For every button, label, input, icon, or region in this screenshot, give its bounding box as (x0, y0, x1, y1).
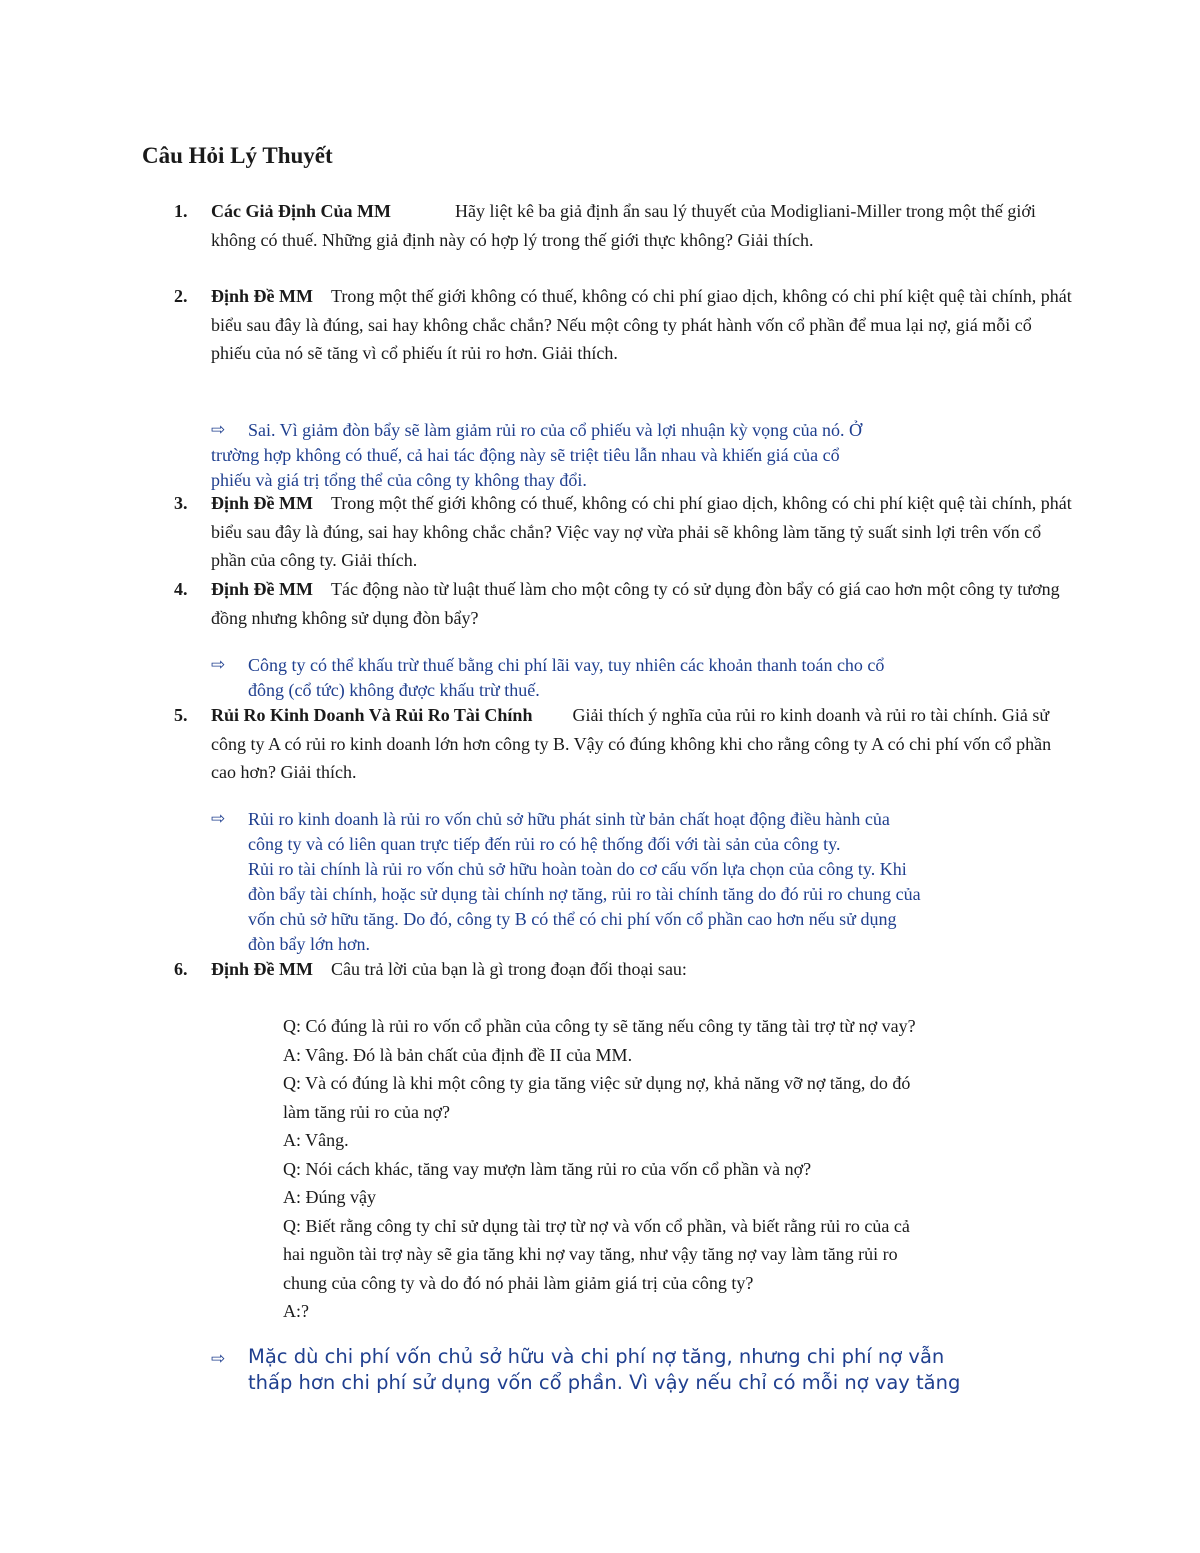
question-number: 1. (174, 201, 188, 221)
question-text: Câu trả lời của bạn là gì trong đoạn đối thoại sau: (331, 959, 687, 979)
answer-line: Sai. Vì giảm đòn bẩy sẽ làm giảm rủi ro của cổ phiếu và lợi nhuận kỳ vọng của nó. Ở (248, 420, 863, 440)
question-number: 4. (174, 579, 188, 599)
answer-line: đòn bẩy lớn hơn. (248, 934, 371, 954)
dialogue-line: Q: Biết rằng công ty chỉ sử dụng tài trợ từ nợ và vốn cổ phần, và biết rằng rủi ro của cả (283, 1215, 910, 1236)
answer-4 (211, 653, 1061, 703)
answer-line: Mặc dù chi phí vốn chủ sở hữu và chi phí nợ tăng, nhưng chi phí nợ vẫn (248, 1345, 945, 1368)
question-number: 3. (174, 493, 188, 513)
question-topic: Các Giả Định Của MM (211, 201, 391, 221)
dialogue-line: A: Vâng. (283, 1130, 349, 1150)
answer-line: đông (cổ tức) không được khấu trừ thuế. (248, 680, 540, 700)
arrow-right-icon: ⇨ (211, 1349, 226, 1369)
answer-line: trường hợp không có thuế, cả hai tác động này sẽ triệt tiêu lẫn nhau và khiến giá của cổ (211, 445, 840, 465)
answer-6 (211, 1344, 1061, 1396)
question-2 (174, 282, 1074, 368)
question-number: 6. (174, 959, 188, 979)
dialogue-line: Q: Nói cách khác, tăng vay mượn làm tăng rủi ro của vốn cổ phần và nợ? (283, 1158, 812, 1179)
question-4 (174, 575, 1074, 632)
question-text: Trong một thế giới không có thuế, không có chi phí giao dịch, không có chi phí kiệt quệ tài chính, phát biểu sau đây là đúng, sai hay không chắc chắn? Việc vay nợ vừa phải sẽ không làm tăng tỷ suất sinh lợi trên vốn cổ phần của công ty. Giải thích. (211, 493, 1072, 570)
dialogue-line: Q: Có đúng là rủi ro vốn cổ phần của công ty sẽ tăng nếu công ty tăng tài trợ từ nợ vay? (283, 1016, 916, 1036)
answer-line: thấp hơn chi phí sử dụng vốn cổ phần. Vì vậy nếu chỉ có mỗi nợ vay tăng (248, 1371, 961, 1394)
question-topic: Định Đề MM (211, 493, 313, 513)
question-6 (174, 955, 1074, 984)
dialogue-line: làm tăng rủi ro của nợ? (283, 1101, 450, 1122)
question-text: Giải thích ý nghĩa của rủi ro kinh doanh và rủi ro tài chính. Giả sử công ty A có rủi ro kinh doanh lớn hơn công ty B. Vậy có đúng không khi cho rằng công ty A có chi phí vốn cổ phần cao hơn? Giải thích. (211, 705, 1052, 782)
question-1 (174, 197, 1074, 254)
answer-line: Rủi ro tài chính là rủi ro vốn chủ sở hữu hoàn toàn do cơ cấu vốn lựa chọn của công ty. Khi (248, 859, 907, 879)
dialogue-line: A: Vâng. Đó là bản chất của định đề II của MM. (283, 1044, 633, 1065)
question-topic: Định Đề MM (211, 579, 313, 599)
question-topic: Định Đề MM (211, 286, 313, 306)
answer-2 (211, 418, 1061, 493)
dialogue-line: hai nguồn tài trợ này sẽ gia tăng khi nợ vay tăng, như vậy tăng nợ vay làm tăng rủi ro (283, 1244, 898, 1264)
dialogue (283, 1012, 1073, 1326)
dialogue-line: chung của công ty và do đó nó phải làm giảm giá trị của công ty? (283, 1272, 754, 1293)
question-topic: Rủi Ro Kinh Doanh Và Rủi Ro Tài Chính (211, 705, 533, 725)
question-text: Tác động nào từ luật thuế làm cho một công ty có sử dụng đòn bẩy có giá cao hơn một công ty tương đồng nhưng không sử dụng đòn bẩy? (211, 579, 1060, 628)
answer-line: công ty và có liên quan trực tiếp đến rủi ro có hệ thống đối với tài sản của công ty. (248, 834, 841, 854)
answer-line: đòn bẩy tài chính, hoặc sử dụng tài chính nợ tăng, rủi ro tài chính tăng do đó rủi ro chung của (248, 884, 921, 904)
answer-line: Rủi ro kinh doanh là rủi ro vốn chủ sở hữu phát sinh từ bản chất hoạt động điều hành của (248, 809, 890, 829)
question-text: Trong một thế giới không có thuế, không có chi phí giao dịch, không có chi phí kiệt quệ tài chính, phát biểu sau đây là đúng, sai hay không chắc chắn? Nếu một công ty phát hành vốn cổ phần để mua lại nợ, giá mỗi cổ phiếu của nó sẽ tăng vì cổ phiếu ít rủi ro hơn. Giải thích. (211, 286, 1072, 363)
answer-line: phiếu và giá trị tổng thể của công ty không thay đổi. (211, 470, 587, 490)
dialogue-line: Q: Và có đúng là khi một công ty gia tăng việc sử dụng nợ, khả năng vỡ nợ tăng, do đó (283, 1073, 911, 1093)
question-number: 2. (174, 286, 188, 306)
question-number: 5. (174, 705, 188, 725)
answer-5 (211, 807, 1061, 957)
arrow-right-icon: ⇨ (211, 655, 226, 675)
arrow-right-icon: ⇨ (211, 420, 226, 440)
dialogue-line: A:? (283, 1301, 309, 1321)
question-3 (174, 489, 1074, 575)
question-text: Hãy liệt kê ba giả định ẩn sau lý thuyết của Modigliani-Miller trong một thế giới không có thuế. Những giả định này có hợp lý trong thế giới thực không? Giải thích. (211, 201, 1036, 250)
answer-line: Công ty có thể khấu trừ thuế bằng chi phí lãi vay, tuy nhiên các khoản thanh toán cho cổ (248, 655, 885, 675)
question-topic: Định Đề MM (211, 959, 313, 979)
dialogue-line: A: Đúng vậy (283, 1187, 376, 1207)
answer-line: vốn chủ sở hữu tăng. Do đó, công ty B có thể có chi phí vốn cổ phần cao hơn nếu sử dụng (248, 909, 897, 929)
arrow-right-icon: ⇨ (211, 809, 226, 829)
question-5 (174, 701, 1074, 787)
page-title: Câu Hỏi Lý Thuyết (142, 143, 333, 168)
